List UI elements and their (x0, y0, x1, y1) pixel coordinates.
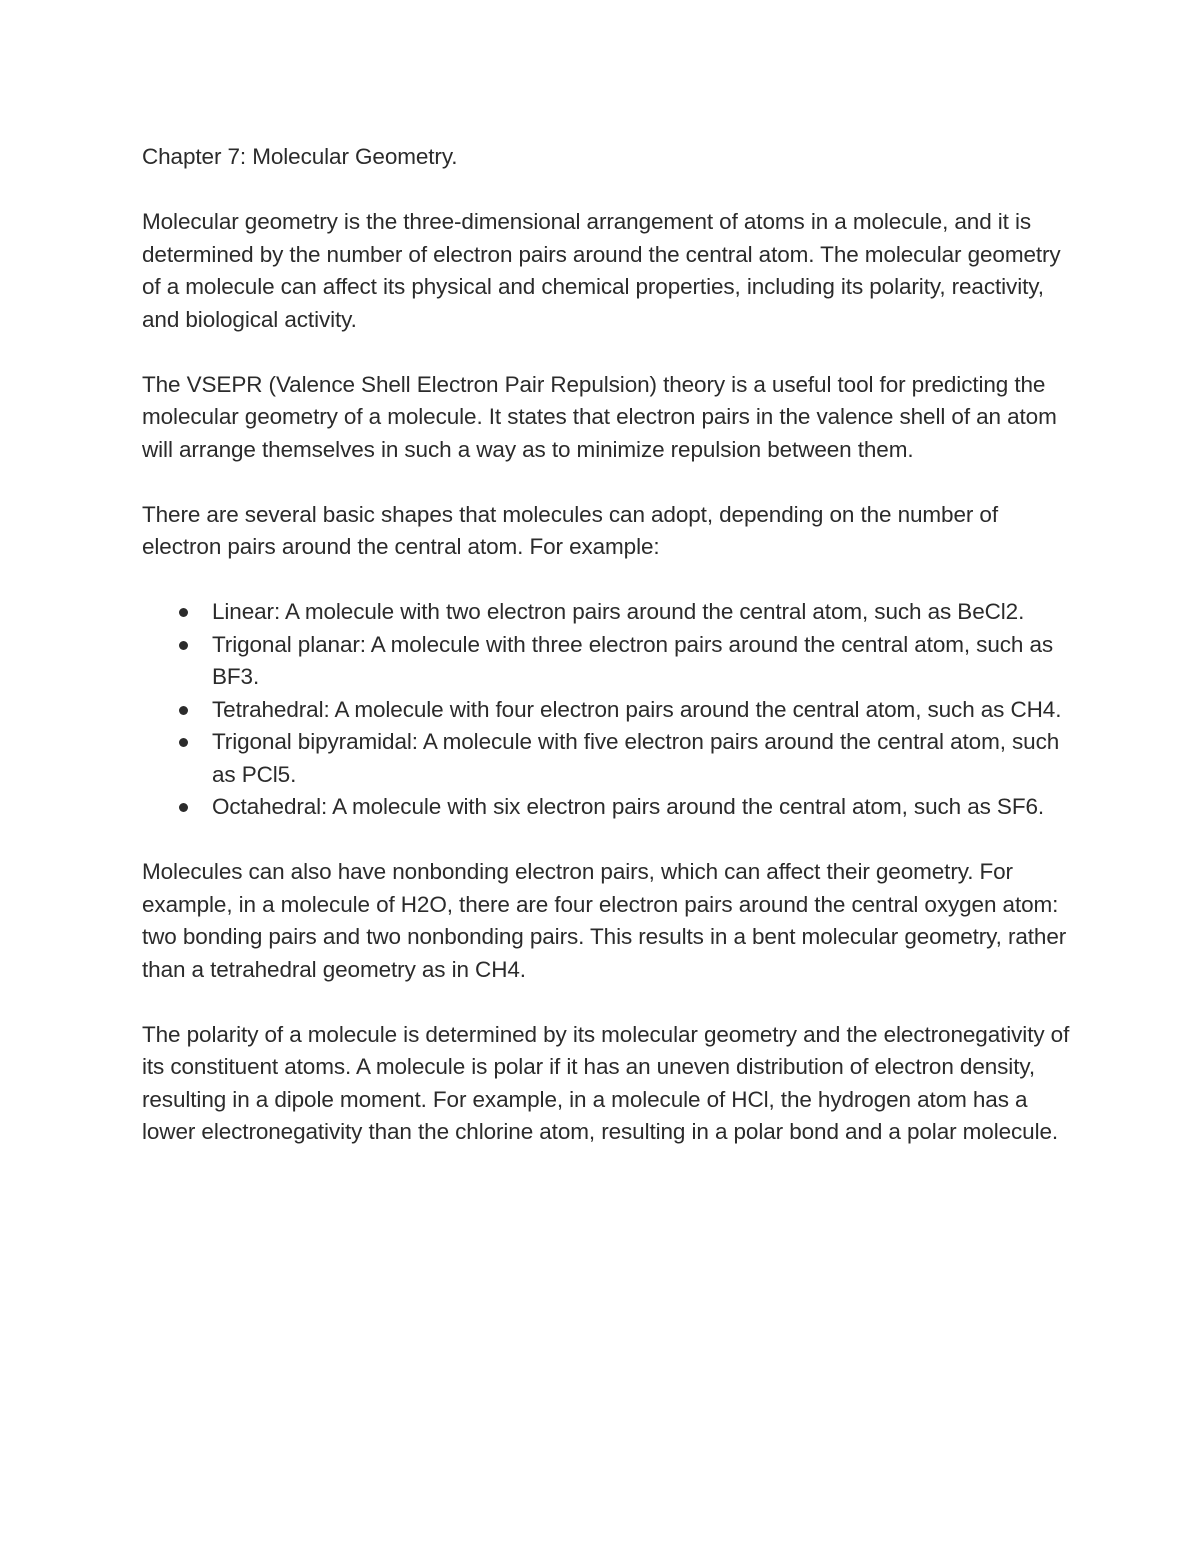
list-item-tetrahedral (142, 694, 1077, 727)
bullet-icon (179, 803, 188, 812)
list-item-text: Octahedral: A molecule with six electron pairs around the central atom, such as SF6. (212, 794, 1045, 819)
list-item-text: Tetrahedral: A molecule with four electron pairs around the central atom, such as CH4. (212, 696, 1062, 722)
shapes-list (142, 596, 1077, 824)
list-item-octahedral (142, 791, 1077, 824)
bullet-icon (179, 738, 188, 747)
bullet-icon (179, 641, 188, 650)
paragraph-polarity: The polarity of a molecule is determined by its molecular geometry and the electronegativity of its constituent atoms. A molecule is polar if it has an uneven distribution of electron density, resulting in a dipole moment. For example, in a molecule of HCl, the hydrogen atom has a lower electronegativity than the chlorine atom, resulting in a polar bond and a polar molecule. (142, 1021, 1070, 1144)
bullet-icon (179, 706, 188, 715)
list-item-text: Trigonal planar: A molecule with three electron pairs around the central atom, such as BF3. (212, 631, 1054, 689)
paragraph-definition: Molecular geometry is the three-dimensional arrangement of atoms in a molecule, and it is determined by the number of electron pairs around the central atom. The molecular geometry of a molecule can affect its physical and chemical properties, including its polarity, reactivity, and biological activity. (142, 209, 1061, 332)
list-item-trigonal-bipyramidal (142, 726, 1077, 791)
list-item-text: Trigonal bipyramidal: A molecule with five electron pairs around the central atom, such as PCl5. (212, 729, 1060, 787)
list-item-linear (142, 596, 1077, 629)
paragraph-vsepr: The VSEPR (Valence Shell Electron Pair Repulsion) theory is a useful tool for predicting the molecular geometry of a molecule. It states that electron pairs in the valence shell of an atom will arrange themselves in such a way as to minimize repulsion between them. (142, 371, 1057, 462)
bullet-icon (179, 608, 188, 617)
chapter-title: Chapter 7: Molecular Geometry. (142, 144, 458, 169)
paragraph-shapes-intro: There are several basic shapes that molecules can adopt, depending on the number of electron pairs around the central atom. For example: (142, 501, 998, 559)
list-item-trigonal-planar (142, 629, 1077, 694)
document-body (142, 141, 1077, 1181)
list-item-text: Linear: A molecule with two electron pairs around the central atom, such as BeCl2. (212, 599, 1025, 624)
paragraph-nonbonding: Molecules can also have nonbonding electron pairs, which can affect their geometry. For example, in a molecule of H2O, there are four electron pairs around the central oxygen atom: two bonding pairs and two nonbonding pairs. This results in a bent molecular geometry, rather than a tetrahedral geometry as in CH4. (142, 859, 1067, 982)
